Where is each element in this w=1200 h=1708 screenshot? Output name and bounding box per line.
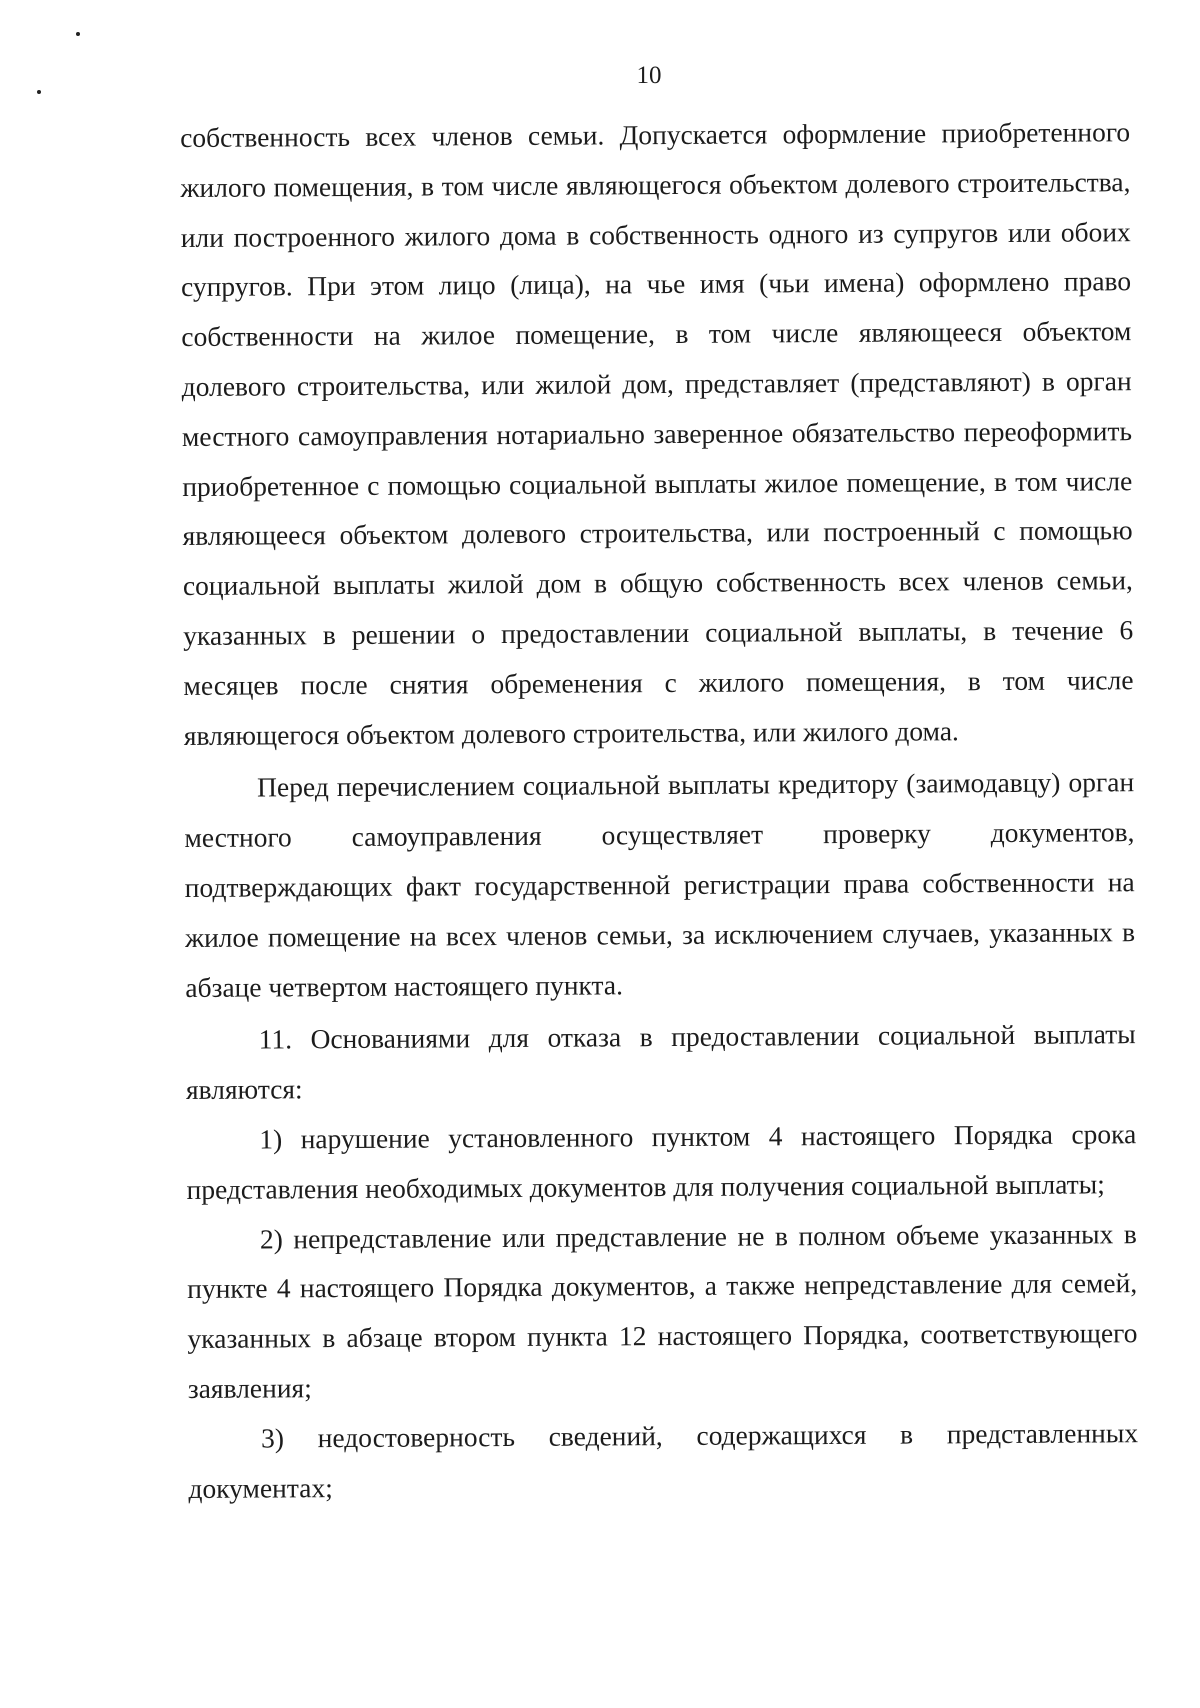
page-number: 10 <box>636 62 662 89</box>
paragraph-ownership-continuation: собственность всех членов семьи. Допускается оформление приобретенного жилого помещения, в том числе являющегося объектом долевого строительства, или построенного жилого дома в собственность одного из супругов или обоих супругов. При этом лицо (лица), на чье имя (чьи имена) оформлено право собственности на жилое помещение, в том числе являющееся объектом долевого строительства, или жилой дом, представляет (представляют) в орган местного самоуправления нотариально заверенное обязательство переоформить приобретенное с помощью социальной выплаты жилое помещение, в том числе являющееся объектом долевого строительства, или построенный с помощью социальной выплаты жилой дом в общую собственность всех членов семьи, указанных в решении о предоставлении социальной выплаты, в течение 6 месяцев после снятия обременения с жилого помещения, в том числе являющегося объектом долевого строительства, или жилого дома. <box>180 116 1134 751</box>
list-item-2: 2) непредставление или представление не в полном объеме указанных в пункте 4 настоящего Порядка документов, а также непредставление для семей, указанных в абзаце втором пункта 12 настоящего Порядка, соответствующего заявления; <box>187 1217 1138 1404</box>
scan-speck <box>76 32 80 36</box>
paragraph-transfer-check: Перед перечислением социальной выплаты кредитору (заимодавцу) орган местного самоуправления осуществляет проверку документов, подтверждающих факт государственной регистрации права собственности на жилое помещение на всех членов семьи, за исключением случаев, указанных в абзаце четвертом настоящего пункта. <box>184 766 1136 1003</box>
list-item-3: 3) недостоверность сведений, содержащихся в представленных документах; <box>188 1416 1139 1504</box>
document-body <box>180 107 1139 1513</box>
paragraph-clause-11: 11. Основаниями для отказа в предоставлении социальной выплаты являются: <box>185 1018 1136 1106</box>
list-item-1: 1) нарушение установленного пунктом 4 настоящего Порядка срока представления необходимых документов для получения социальной выплаты; <box>186 1118 1137 1205</box>
